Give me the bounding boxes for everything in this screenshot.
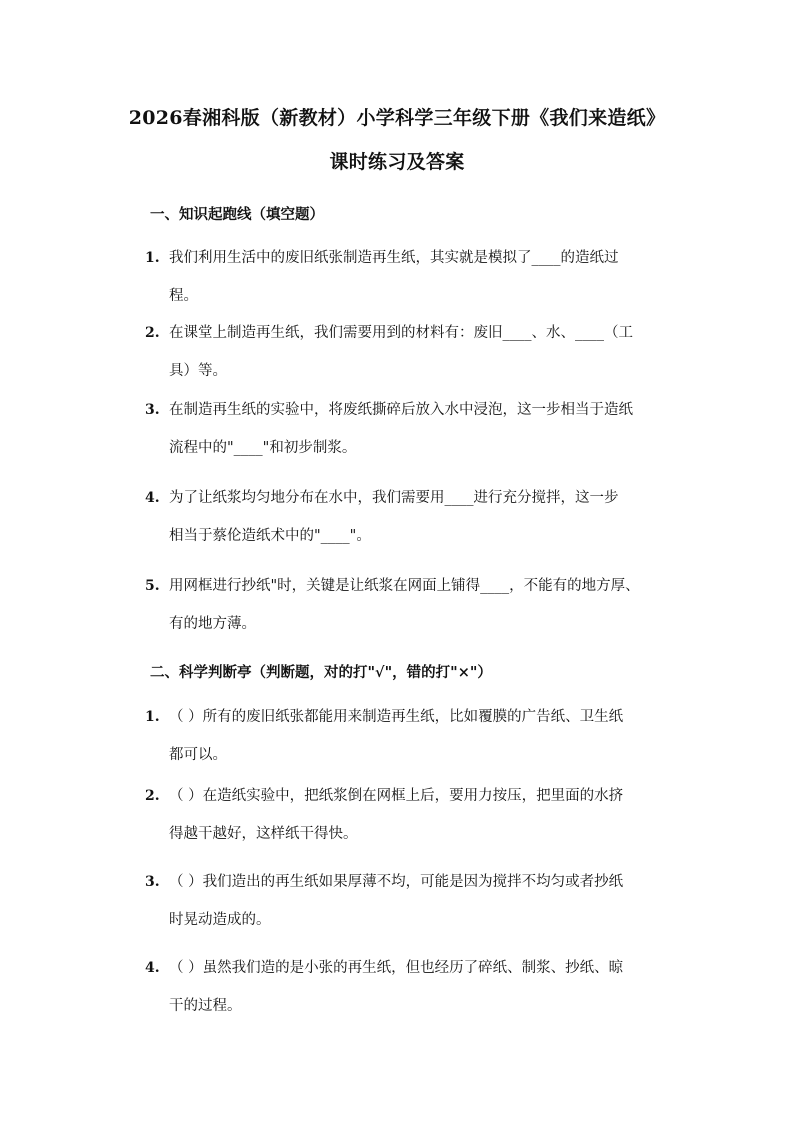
question-text-line1: 为了让纸浆均匀地分布在水中，我们需要用____进行充分搅拌，这一步 xyxy=(169,490,619,506)
question-text-line1: 在制造再生纸的实验中，将废纸撕碎后放入水中浸泡，这一步相当于造纸 xyxy=(169,402,633,418)
question-text-line2: 程。 xyxy=(169,288,198,304)
question-number: 2. xyxy=(145,788,160,804)
question-text-line2: 都可以。 xyxy=(169,747,227,763)
question-text-line1: （ ）所有的废旧纸张都能用来制造再生纸，比如覆膜的广告纸、卫生纸 xyxy=(169,709,624,725)
question-text-line2: 具）等。 xyxy=(169,363,227,379)
question-number: 4. xyxy=(145,960,160,976)
question-text-line1: 我们利用生活中的废旧纸张制造再生纸，其实就是模拟了____的造纸过 xyxy=(169,250,619,266)
question-text-line1: 在课堂上制造再生纸，我们需要用到的材料有：废旧____、水、____（工 xyxy=(169,325,633,341)
section-heading-true-false: 二、科学判断亭（判断题，对的打"√"，错的打"×"） xyxy=(150,664,492,681)
question-text-line2: 干的过程。 xyxy=(169,998,242,1014)
question-number: 4. xyxy=(145,490,160,506)
question-number: 3. xyxy=(145,874,160,890)
document-title-line2: 课时练习及答案 xyxy=(329,151,465,173)
question-number: 3. xyxy=(145,402,160,418)
question-text-line1: （ ）虽然我们造的是小张的再生纸，但也经历了碎纸、制浆、抄纸、晾 xyxy=(169,960,624,976)
question-text-line2: 流程中的"____"和初步制浆。 xyxy=(169,440,357,456)
question-number: 5. xyxy=(145,578,160,594)
section-heading-fill-in: 一、知识起跑线（填空题） xyxy=(150,206,324,223)
question-text-line1: （ ）我们造出的再生纸如果厚薄不均，可能是因为搅拌不均匀或者抄纸 xyxy=(169,874,624,890)
question-text-line2: 得越干越好，这样纸干得快。 xyxy=(169,826,358,842)
question-number: 1. xyxy=(145,250,160,266)
question-text-line1: 用网框进行抄纸"时，关键是让纸浆在网面上铺得____，不能有的地方厚、 xyxy=(169,578,640,594)
question-text-line2: 时晃动造成的。 xyxy=(169,912,271,928)
document-title-line1: 2026春湘科版（新教材）小学科学三年级下册《我们来造纸》 xyxy=(128,107,666,129)
question-number: 1. xyxy=(145,709,160,725)
question-text-line1: （ ）在造纸实验中，把纸浆倒在网框上后，要用力按压，把里面的水挤 xyxy=(169,788,624,804)
question-text-line2: 有的地方薄。 xyxy=(169,616,256,632)
question-text-line2: 相当于蔡伦造纸术中的"____"。 xyxy=(169,528,371,544)
question-number: 2. xyxy=(145,325,160,341)
